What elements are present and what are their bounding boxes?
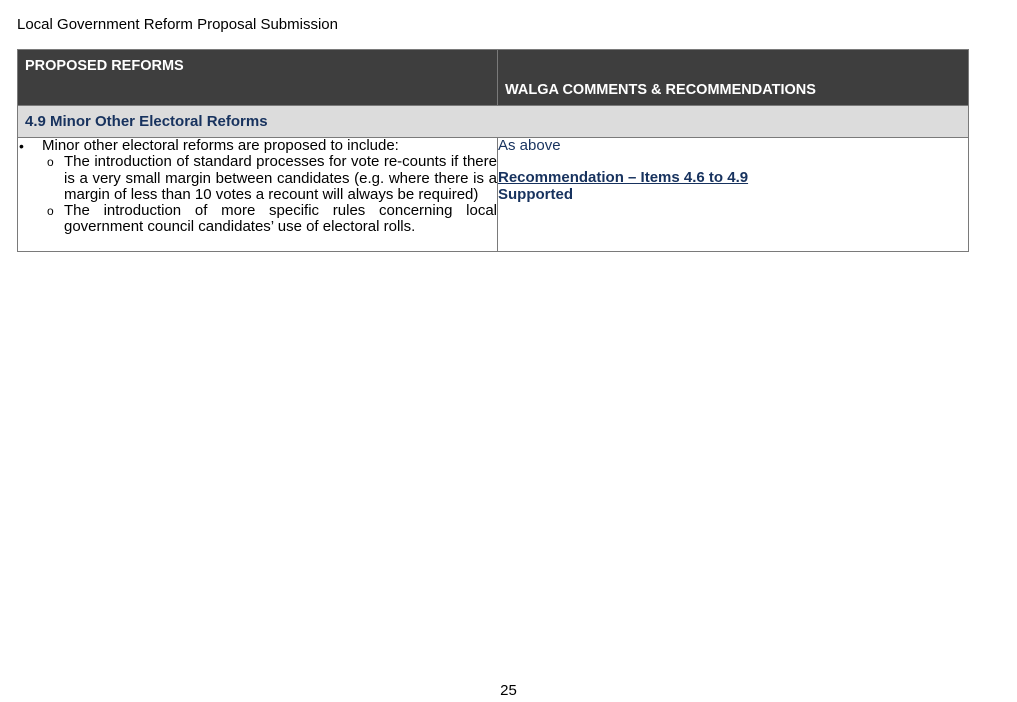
circle-bullet-icon: o [47, 204, 54, 219]
spacer [498, 154, 968, 170]
column-header-label: PROPOSED REFORMS [25, 58, 184, 74]
sub-list-item [18, 154, 497, 203]
reform-table [17, 49, 969, 252]
recommendation-status: Supported [498, 185, 573, 203]
document-header-title: Local Government Reform Proposal Submission [17, 16, 338, 33]
column-header-proposed-reforms [18, 50, 498, 106]
proposed-reforms-cell [18, 138, 498, 252]
bullet-icon: • [19, 138, 24, 154]
reform-item-text: The introduction of standard processes for vote re-counts if there is a very small margin between candidates (e.g. where there is a margin of less than 10 votes a recount will always be required) [64, 153, 497, 203]
page-number: 25 [500, 682, 517, 699]
list-item [18, 138, 497, 154]
column-header-label: WALGA COMMENTS & RECOMMENDATIONS [505, 82, 816, 98]
reform-item-text: The introduction of more specific rules concerning local government council candidates’ use of electoral rolls. [64, 202, 497, 236]
sub-list-item [18, 203, 497, 236]
walga-comments-cell [498, 138, 969, 252]
content-row [18, 138, 969, 252]
recommendation-link[interactable]: Recommendation – Items 4.6 to 4.9 [498, 169, 749, 187]
reform-intro-text: Minor other electoral reforms are proposed to include: [42, 137, 399, 154]
section-title: 4.9 Minor Other Electoral Reforms [18, 106, 969, 138]
comment-text: As above [498, 137, 561, 154]
section-row [18, 106, 969, 138]
column-header-walga-comments [498, 50, 969, 106]
circle-bullet-icon: o [47, 155, 54, 170]
table-header-row [18, 50, 969, 106]
